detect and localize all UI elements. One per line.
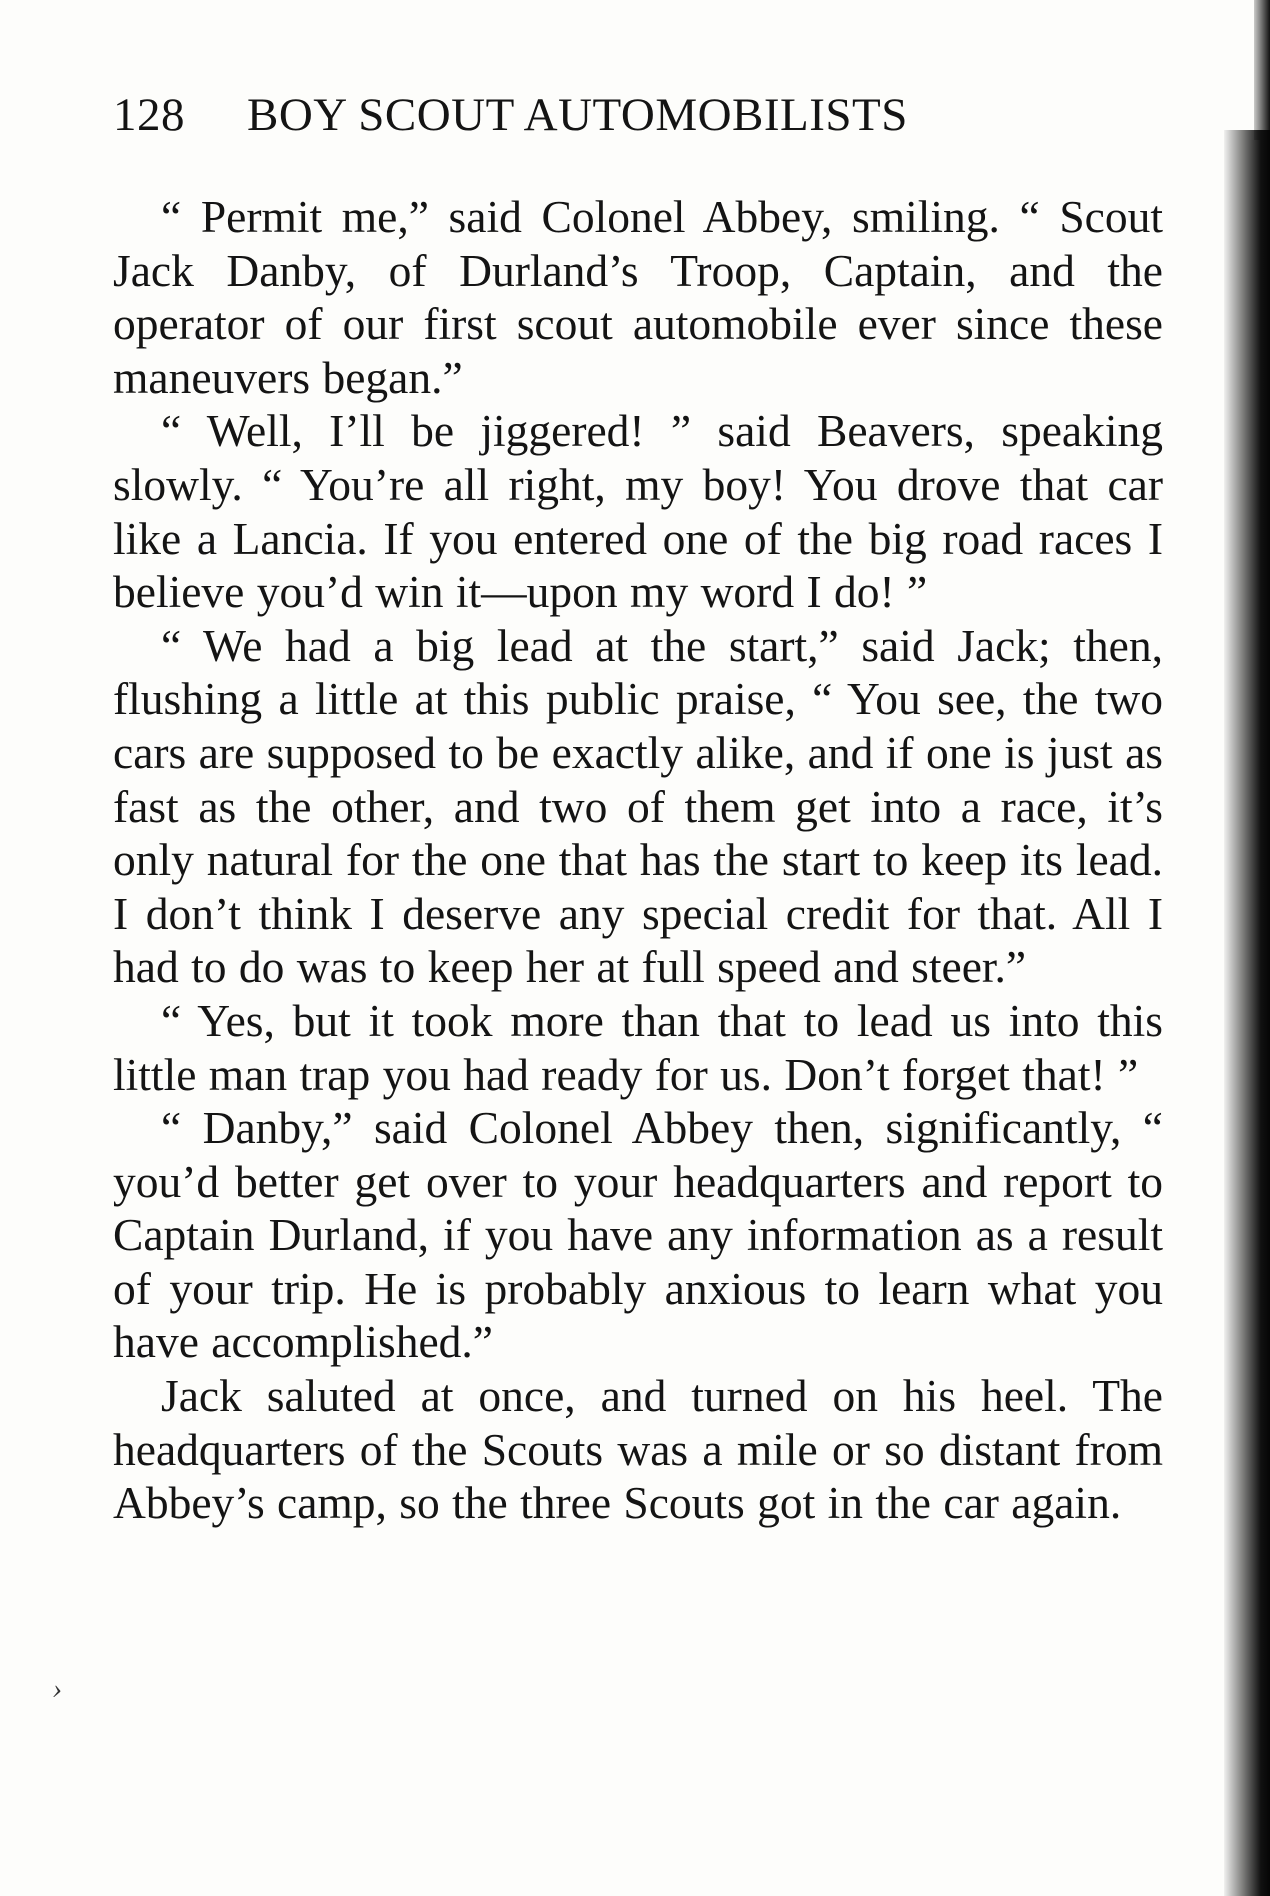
paragraph-5: “ Danby,” said Colonel Abbey then, significantly, “ you’d better get over to your headquarters and report to Captain Durland, if you have any information as a result of your trip. He is probably anxious to learn what you have accomplished.” (113, 1102, 1163, 1368)
body-text (113, 190, 1163, 1530)
paragraph-2: “ Well, I’ll be jiggered! ” said Beavers, speaking slowly. “ You’re all right, my boy! You drove that car like a Lancia. If you entered one of the big road races I believe you’d win it—upon my word I do! ” (113, 405, 1163, 618)
paragraph-3: “ We had a big lead at the start,” said Jack; then, flushing a little at this public praise, “ You see, the two cars are supposed to be exactly alike, and if one is just as fast as the other, and two of them get into a race, it’s only natural for the one that has the start to keep its lead. I don’t think I deserve any special credit for that. All I had to do was to keep her at full speed and steer.” (113, 619, 1163, 993)
paragraph-4: “ Yes, but it took more than that to lead us into this little man trap you had ready for us. Don’t forget that! ” (113, 994, 1163, 1100)
page-number: 128 (113, 89, 185, 141)
page-edge-top-shadow (1254, 0, 1270, 140)
running-title: BOY SCOUT AUTOMOBILISTS (247, 89, 908, 141)
page-header (113, 88, 1013, 148)
paragraph-1: “ Permit me,” said Colonel Abbey, smiling. “ Scout Jack Danby, of Durland’s Troop, Captain, and the operator of our first scout automobile ever since these maneuvers began.” (113, 191, 1163, 403)
paragraph-6: Jack saluted at once, and turned on his heel. The headquarters of the Scouts was a mile or so distant from Abbey’s camp, so the three Scouts got in the car again. (113, 1370, 1163, 1529)
page-edge-shadow (1224, 130, 1270, 1896)
margin-pencil-mark: › (52, 1672, 62, 1705)
